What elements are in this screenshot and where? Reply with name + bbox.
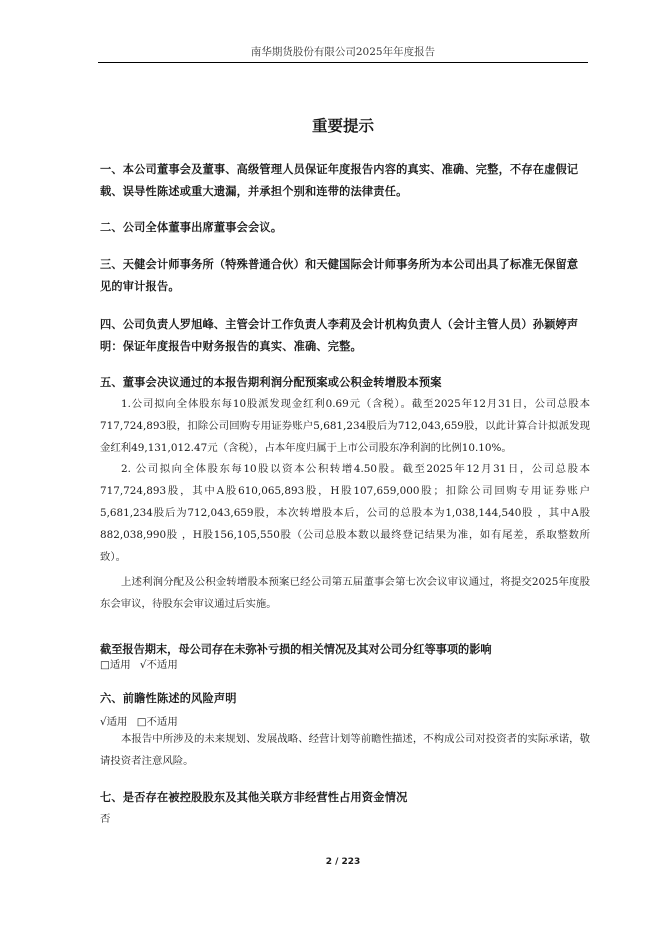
section-5-heading: 五、董事会决议通过的本报告期利润分配预案或公积金转增股本预案 (100, 376, 442, 389)
section-6-paragraph: 本报告中所涉及的未来规划、发展战略、经营计划等前瞻性描述，不构成公司对投资者的实际承诺，敬请投资者注意风险。 (100, 733, 590, 767)
section-6-option-not-applicable: □不适用 (136, 716, 178, 728)
section-7-heading: 七、是否存在被控股股东及其他关联方非经营性占用资金情况 (100, 791, 408, 804)
section-6-applicability (100, 714, 590, 730)
loss-heading: 截至报告期末，母公司存在未弥补亏损的相关情况及其对公司分红等事项的影响 (100, 643, 492, 656)
section-5-body (100, 394, 590, 616)
section-5-paragraph-1: 1.公司拟向全体股东每10股派发现金红利0.69元（含税）。截至2025年12月31日，公司总股本717,724,893股，扣除公司回购专用证券账户5,681,234股后为712,043,659股，以此计算合计拟派发现金红利49,131,012.47元（含税），占本年度归属于上市公司股东净利润的比例10.10%。 (100, 398, 590, 454)
section-6-body (100, 729, 590, 773)
section-6-heading: 六、前瞻性陈述的风险声明 (100, 692, 237, 705)
section-7-answer: 否 (100, 813, 111, 825)
running-header: 南华期货股份有限公司2025年年度报告 (250, 46, 436, 58)
section-2-statement: 二、公司全体董事出席董事会会议。 (100, 221, 283, 234)
section-5-paragraph-2: 2. 公司拟向全体股东每10股以资本公积转增4.50股。截至2025年12月31日，公司总股本717,724,893股，其中A股610,065,893股，H股107,659,000股；扣除公司回购专用证券账户5,681,234股后为712,043,659股，本次转增股本后，公司的总股本为1,038,144,540股 ，其中A股882,038,990股 ，H股156,105,550股（公司总股本数以最终登记结果为准，如有尾差，系取整数所致）。 (100, 463, 590, 563)
loss-option-not-applicable: √不适用 (139, 659, 178, 671)
page-number: 2 / 223 (325, 857, 361, 867)
section-1-statement: 一、本公司董事会及董事、高级管理人员保证年度报告内容的真实、准确、完整，不存在虚假记载、误导性陈述或重大遗漏，并承担个别和连带的法律责任。 (100, 163, 579, 198)
page-title: 重要提示 (311, 117, 374, 135)
section-6-option-applicable: √适用 (100, 716, 128, 728)
section-3-statement: 三、天健会计师事务所（特殊普通合伙）和天健国际会计师事务所为本公司出具了标准无保留意见的审计报告。 (100, 258, 579, 293)
header-divider (98, 62, 588, 63)
loss-option-applicable: □适用 (100, 659, 131, 671)
section-5-paragraph-3: 上述利润分配及公积金转增股本预案已经公司第五届董事会第七次会议审议通过，将提交2025年度股东会审议，待股东会审议通过后实施。 (100, 576, 590, 611)
section-4-statement: 四、公司负责人罗旭峰、主管会计工作负责人李莉及会计机构负责人（会计主管人员）孙颖婷声明：保证年度报告中财务报告的真实、准确、完整。 (100, 318, 579, 353)
loss-applicability (100, 657, 590, 673)
